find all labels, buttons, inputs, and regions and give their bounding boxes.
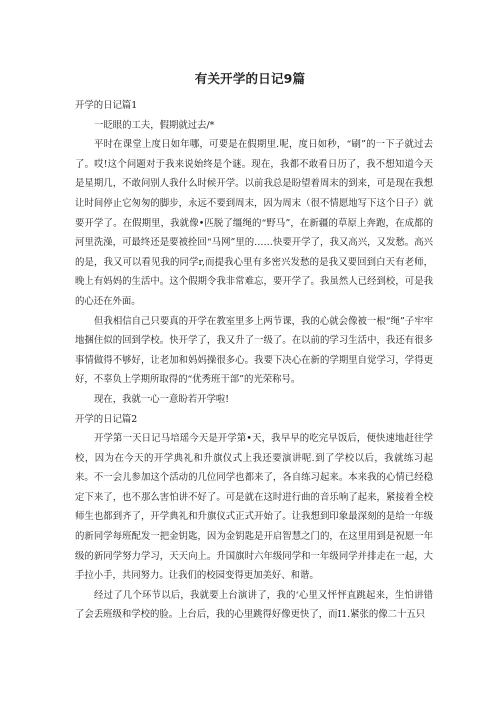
paragraph: 一眨眼的工夫，假期就过去/*	[94, 119, 215, 131]
section-heading: 开学的日记篇1	[75, 100, 138, 111]
paragraph: 开学第一天日记马培瑶今天是开学第•天，我早早的吃完早饭后，便快速地赶往学校，因为在今天的开学典礼和升旗仪式上我还要演讲呢.到了学校以后，我就练习起来。不一会儿参加这个活动的几位同学也都来了，各自练习起来。本来我的心情已经稳定下来了，也不那么害怕讲不好了。可是就在这时进行曲的音乐响了起来，紧接着全校师生也都到齐了，开学典礼和升旗仪式正式开始了。让我想到印象最深刻的是给一年级的新同学每班配发一把金钥匙，因为金钥匙是开启智慧之门的，在这里用到是祝愿一年级的新同学努力学习，天天向上。升国旗时六年级同学和一年级同学并排走在一起，大手拉小手，共同努力。让我们的校园变得更加美好、和谐。	[75, 433, 433, 582]
section-heading: 开学的日记篇2	[75, 413, 138, 425]
paragraph: 现在，我就一心一意盼若开学啦!	[94, 393, 230, 405]
document-body	[75, 96, 433, 625]
paragraph: 平时在课堂上度日如年哪，可要是在假期里.呢，度日如秒，“刷”的一下子就过去了。哎!这个问题对于我来说始终是个谜。现在，我都不敢看日历了，我不想知道今天是星期几，不敢问别人我什么时候开学。以前我总是盼望着周末的到来，可是现在我想让时间停止它匆匆的脚步，永远不要到周末，因为周末（很不情愿地写下这个日子）就要开学了。在假期里，我就像•匹脱了缰绳的“野马”，在新疆的草原上奔跑，在成都的河里洗澡，可最终还是要被拴回“马网”里的……快要开学了，我又高兴，又发愁。高兴的是，我又可以看见我的同学r,而提我心里有多密兴发愁的是我又要回到白天有老师，晚上有妈妈的生活中。这个假期令我非常难忘，要开学了。我虽然人已经到校，可是我的心还在外面。	[75, 139, 433, 307]
paragraph: 但我相信自己只要真的开学在教室里多上两节课，我的心就会像被一根“绳”子牢牢地捆住似的回到学校。快开学了，我又升了一级了。在以前的学习生活中，我还有很多事情做得不够好，让老加和妈妈操很多心。我要下决心在新的学期里自觉学习，学得更好，不辜负上学期所取得的“优秀班干部”的光荣称号。	[75, 315, 433, 386]
document-title: 有关开学的日记9篇	[194, 71, 306, 86]
paragraph: 经过了几个环节以后，我就要上台演讲了，我的‘心里又怦怦直跳起来，生怕讲错了会丢班级和学校的脸。上台后，我的心里跳得好像更快了，而I1.紧张的像二十五只	[75, 589, 433, 621]
